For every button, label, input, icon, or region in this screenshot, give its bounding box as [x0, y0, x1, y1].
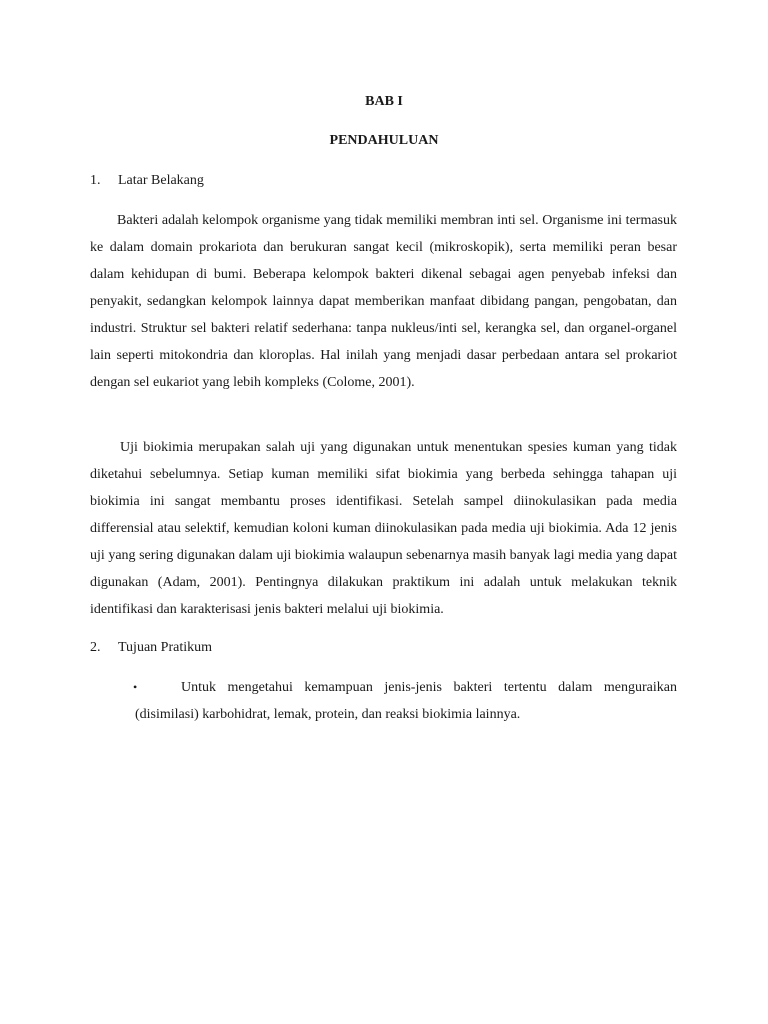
chapter-number: BAB I	[365, 94, 403, 109]
section-number: 2.	[90, 640, 101, 655]
chapter-title: PENDAHULUAN	[329, 133, 439, 148]
section-number: 1.	[90, 173, 101, 188]
bullet-icon: •	[133, 680, 138, 694]
section-heading-latar-belakang	[90, 173, 204, 189]
bullet-text: Untuk mengetahui kemampuan jenis-jenis bakteri tertentu dalam menguraikan (disimilasi) karbohidrat, lemak, protein, dan reaksi biokimia lainnya.	[135, 680, 677, 722]
section-title: Latar Belakang	[118, 173, 204, 188]
paragraph-background-bacteria: Bakteri adalah kelompok organisme yang tidak memiliki membran inti sel. Organisme ini termasuk ke dalam domain prokariota dan berukuran sangat kecil (mikroskopik), serta memiliki peran besar dalam kehidupan di bumi. Beberapa kelompok bakteri dikenal sebagai agen penyebab infeksi dan penyakit, sedangkan kelompok lainnya dapat memberikan manfaat dibidang pangan, pengobatan, dan industri. Struktur sel bakteri relatif sederhana: tanpa nukleus/inti sel, kerangka sel, dan organel-organel lain seperti mitokondria dan kloroplas. Hal inilah yang menjadi dasar perbedaan antara sel prokariot dengan sel eukariot yang lebih kompleks (Colome, 2001).	[90, 213, 677, 390]
bullet-item-objective	[135, 674, 677, 728]
section-title: Tujuan Pratikum	[118, 640, 212, 655]
section-heading-tujuan-pratikum	[90, 640, 212, 656]
paragraph-biochemical-test: Uji biokimia merupakan salah uji yang digunakan untuk menentukan spesies kuman yang tidak diketahui sebelumnya. Setiap kuman memiliki sifat biokimia yang berbeda sehingga tahapan uji biokimia ini sangat membantu proses identifikasi. Setelah sampel diinokulasikan pada media differensial atau selektif, kemudian koloni kuman diinokulasikan pada media uji biokimia. Ada 12 jenis uji yang sering digunakan dalam uji biokimia walaupun sebenarnya masih banyak lagi media yang dapat digunakan (Adam, 2001). Pentingnya dilakukan praktikum ini adalah untuk melakukan teknik identifikasi dan karakterisasi jenis bakteri melalui uji biokimia.	[90, 440, 677, 617]
